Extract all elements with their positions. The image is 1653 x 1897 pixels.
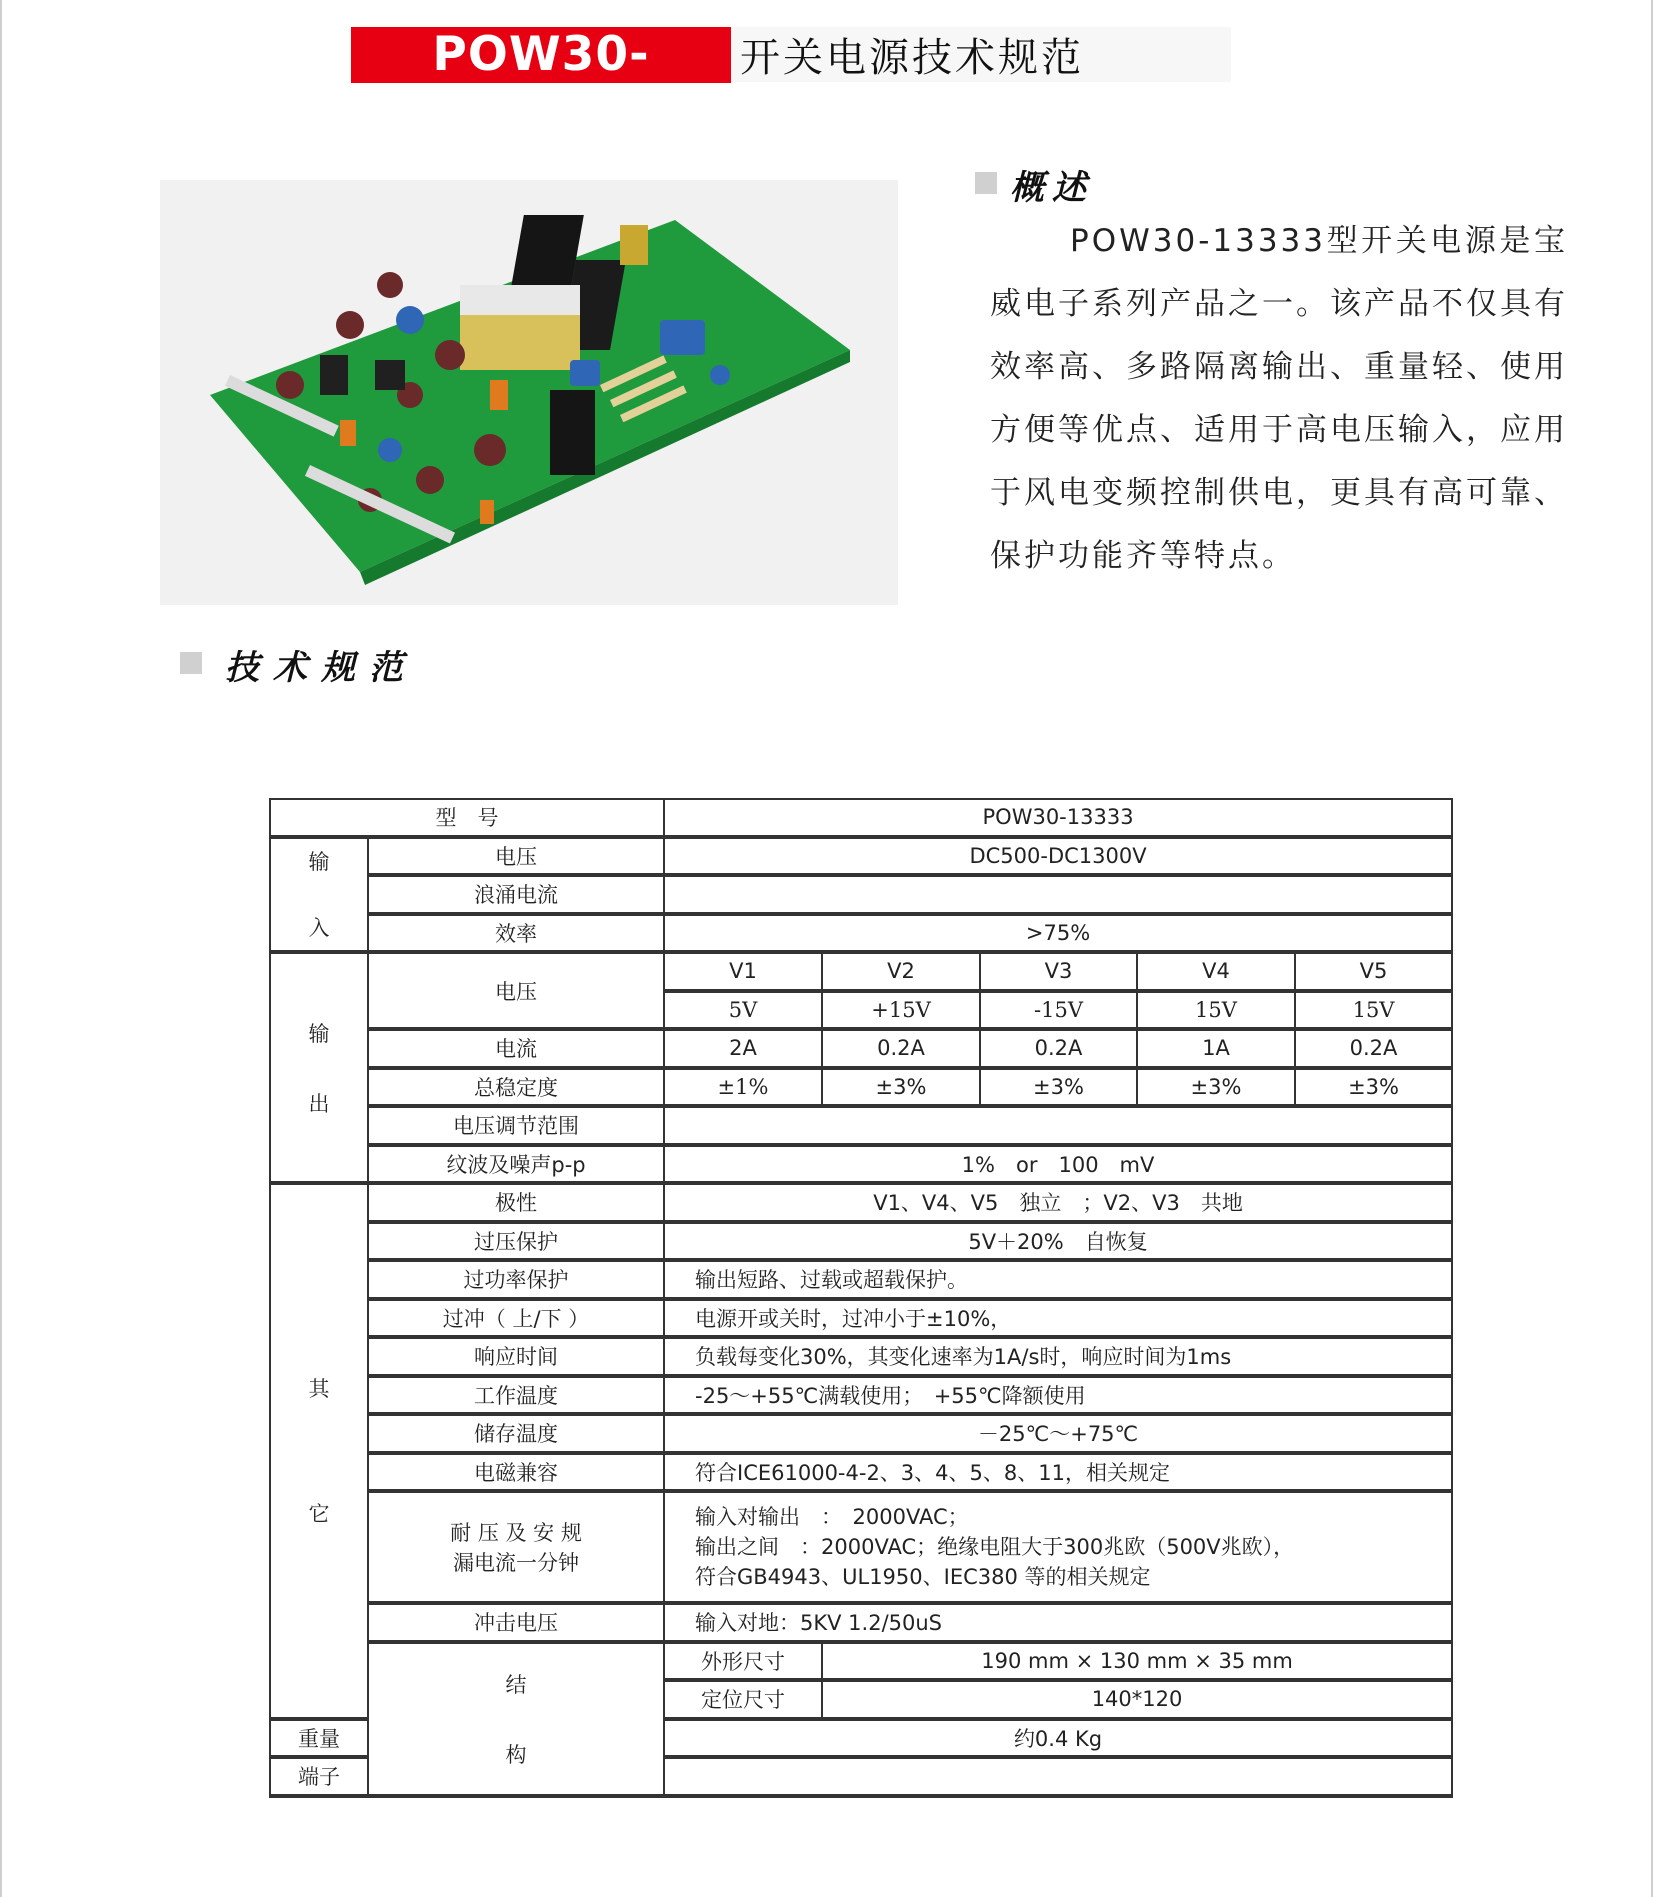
other-group-cell	[270, 1183, 368, 1719]
channel-stability: ±3%	[1295, 1068, 1452, 1107]
table-row	[270, 1260, 1452, 1299]
channel-voltage: -15V	[980, 991, 1137, 1030]
overshoot-value: 电源开或关时，过冲小于±10%，	[664, 1299, 1452, 1338]
struct-group-char-2: 构	[505, 1742, 527, 1767]
adjust-range-value	[664, 1106, 1452, 1145]
channel-current: 0.2A	[822, 1029, 980, 1068]
capacitor-blue	[710, 365, 730, 385]
channel-voltage: +15V	[822, 991, 980, 1030]
table-row	[270, 1222, 1452, 1261]
weight-value: 约0.4 Kg	[664, 1719, 1452, 1758]
ripple-label: 纹波及噪声p-p	[368, 1145, 664, 1184]
channel-header: V5	[1295, 952, 1452, 991]
input-group-char-1: 输	[308, 850, 330, 875]
mount-value: 140*120	[822, 1680, 1452, 1719]
capacitor-blue	[396, 306, 424, 334]
ovp-label: 过压保护	[368, 1222, 664, 1261]
output-group-char-1: 输	[308, 1021, 330, 1046]
pcb-illustration	[160, 180, 898, 605]
table-row	[270, 1106, 1452, 1145]
channel-current: 0.2A	[980, 1029, 1137, 1068]
input-voltage-value: DC500-DC1300V	[664, 837, 1452, 876]
withstand-label	[368, 1491, 664, 1603]
channel-voltage: 15V	[1137, 991, 1295, 1030]
response-label: 响应时间	[368, 1337, 664, 1376]
model-value: POW30-13333	[664, 799, 1452, 837]
opp-value: 输出短路、过载或超载保护。	[664, 1260, 1452, 1299]
channel-voltage: 15V	[1295, 991, 1452, 1030]
efficiency-value: >75%	[664, 914, 1452, 953]
channel-voltage: 5V	[664, 991, 822, 1030]
channel-stability: ±3%	[980, 1068, 1137, 1107]
polarity-label: 极性	[368, 1183, 664, 1222]
stability-label: 总稳定度	[368, 1068, 664, 1107]
withstand-value-line: 输出之间 ：2000VAC；绝缘电阻大于300兆欧（500V兆欧），	[695, 1535, 1295, 1559]
capacitor-electrolytic	[474, 434, 506, 466]
withstand-label-line: 耐 压 及 安 规	[450, 1521, 582, 1545]
channel-stability: ±1%	[664, 1068, 822, 1107]
spec-table	[269, 798, 1453, 1798]
storage-temp-label: 储存温度	[368, 1414, 664, 1453]
table-row	[270, 1453, 1452, 1492]
struct-group-char-1: 结	[505, 1672, 527, 1697]
terminal-label: 端子	[270, 1757, 368, 1796]
mount-label: 定位尺寸	[664, 1680, 822, 1719]
capacitor-blue	[570, 360, 600, 386]
capacitor-electrolytic	[276, 371, 304, 399]
op-temp-value: -25～+55℃满载使用； +55℃降额使用	[664, 1376, 1452, 1415]
inrush-value	[664, 875, 1452, 914]
weight-label: 重量	[270, 1719, 368, 1758]
efficiency-label: 效率	[368, 914, 664, 953]
resistor-orange	[340, 420, 356, 446]
emc-value: 符合ICE61000-4-2、3、4、5、8、11，相关规定	[664, 1453, 1452, 1492]
channel-header: V1	[664, 952, 822, 991]
table-row	[270, 1029, 1452, 1068]
page-title: 开关电源技术规范	[740, 35, 1084, 81]
ic-chip	[320, 355, 348, 395]
polarity-value: V1、V4、V5 独立 ；V2、V3 共地	[664, 1183, 1452, 1222]
capacitor-blue	[378, 438, 402, 462]
spec-heading: 技术规范	[225, 648, 417, 688]
surge-value: 输入对地：5KV 1.2/50uS	[664, 1603, 1452, 1642]
channel-header: V3	[980, 952, 1137, 991]
emc-label: 电磁兼容	[368, 1453, 664, 1492]
capacitor-electrolytic	[377, 272, 403, 298]
storage-temp-value: －25℃～+75℃	[664, 1414, 1452, 1453]
other-group-char-1: 其	[308, 1377, 330, 1402]
resistor-orange	[480, 500, 494, 524]
model-label: 型 号	[270, 799, 664, 837]
overview-heading: 概述	[1010, 168, 1094, 208]
output-group-cell	[270, 952, 368, 1183]
capacitor-electrolytic	[416, 466, 444, 494]
inrush-label: 浪涌电流	[368, 875, 664, 914]
channel-current: 2A	[664, 1029, 822, 1068]
channel-header: V2	[822, 952, 980, 991]
table-row	[270, 875, 1452, 914]
adjust-range-label: 电压调节范围	[368, 1106, 664, 1145]
input-group-char-2: 入	[308, 916, 330, 941]
table-row	[270, 1337, 1452, 1376]
opp-label: 过功率保护	[368, 1260, 664, 1299]
overview-bullet-square	[975, 172, 997, 194]
response-value: 负载每变化30%，其变化速率为1A/s时，响应时间为1ms	[664, 1337, 1452, 1376]
table-row	[270, 799, 1452, 837]
channel-current: 0.2A	[1295, 1029, 1452, 1068]
capacitor-electrolytic	[435, 340, 465, 370]
resistor-orange	[490, 380, 508, 410]
withstand-value-line: 输入对输出 ： 2000VAC；	[695, 1505, 969, 1529]
ic-chip	[375, 360, 405, 390]
dimension-value: 190 mm × 130 mm × 35 mm	[822, 1642, 1452, 1681]
table-row	[270, 1642, 1452, 1681]
output-group-char-2: 出	[308, 1091, 330, 1116]
table-row	[270, 1299, 1452, 1338]
overview-paragraph: POW30-13333型开关电源是宝威电子系列产品之一。该产品不仅具有效率高、多路隔离输出、重量轻、使用方便等优点、适用于高电压输入，应用于风电变频控制供电，更具有高可靠、保护功能齐等特点。	[990, 223, 1568, 574]
model-badge: POW30-13333	[351, 27, 731, 83]
transformer-label	[460, 285, 580, 315]
table-row	[270, 952, 1452, 991]
channel-stability: ±3%	[1137, 1068, 1295, 1107]
other-group-char-2: 它	[308, 1502, 330, 1527]
capacitor-electrolytic	[336, 311, 364, 339]
channel-stability: ±3%	[822, 1068, 980, 1107]
table-row	[270, 1414, 1452, 1453]
table-row	[270, 1491, 1452, 1603]
overshoot-label: 过冲（ 上/下 ）	[368, 1299, 664, 1338]
table-row	[270, 1068, 1452, 1107]
channel-header: V4	[1137, 952, 1295, 991]
spec-bullet-square	[180, 652, 202, 674]
output-voltage-label: 电压	[368, 952, 664, 1029]
surge-label: 冲击电压	[368, 1603, 664, 1642]
withstand-value	[664, 1491, 1452, 1603]
capacitor-blue	[660, 320, 705, 355]
current-label: 电流	[368, 1029, 664, 1068]
page-left-border	[0, 0, 2, 1897]
terminal-value	[664, 1757, 1452, 1796]
ovp-value: 5V＋20% 自恢复	[664, 1222, 1452, 1261]
table-row	[270, 1376, 1452, 1415]
table-row	[270, 1145, 1452, 1184]
input-voltage-label: 电压	[368, 837, 664, 876]
inductor	[620, 225, 648, 265]
table-row	[270, 837, 1452, 876]
table-row	[270, 1603, 1452, 1642]
withstand-value-line: 符合GB4943、UL1950、IEC380 等的相关规定	[695, 1565, 1151, 1589]
struct-group-cell	[368, 1642, 664, 1796]
withstand-label-line: 漏电流一分钟	[453, 1551, 579, 1575]
dimension-label: 外形尺寸	[664, 1642, 822, 1681]
op-temp-label: 工作温度	[368, 1376, 664, 1415]
ripple-value: 1% or 100 mV	[664, 1145, 1452, 1184]
product-photo	[160, 180, 898, 605]
channel-current: 1A	[1137, 1029, 1295, 1068]
heatsink	[550, 390, 595, 475]
input-group-cell	[270, 837, 368, 953]
table-row	[270, 914, 1452, 953]
table-row	[270, 1183, 1452, 1222]
